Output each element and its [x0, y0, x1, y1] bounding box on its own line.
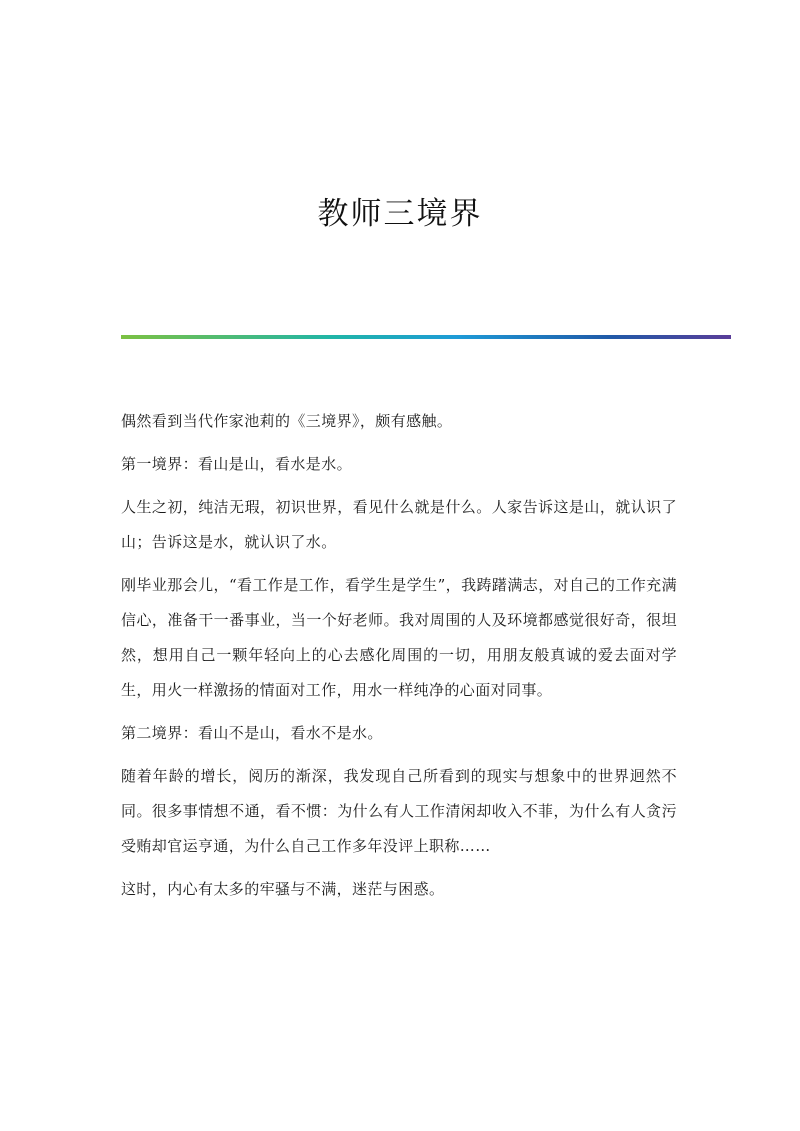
paragraph-second-realm-general: 随着年龄的增长，阅历的渐深，我发现自己所看到的现实与想象中的世界迥然不同。很多事情想不通，看不惯：为什么有人工作清闲却收入不菲，为什么有人贪污受贿却官运亨通，为什么自己工作多年没评上职称……: [121, 767, 677, 855]
body-text: [121, 404, 677, 915]
heading-first-realm: 第一境界：看山是山，看水是水。: [121, 455, 353, 473]
paragraph-second-realm-feeling: 这时，内心有太多的牢骚与不满，迷茫与困惑。: [121, 880, 445, 898]
title-divider: [121, 335, 731, 339]
page-title: 教师三境界: [317, 196, 483, 232]
heading-second-realm: 第二境界：看山不是山，看水不是水。: [121, 724, 383, 742]
paragraph-first-realm-personal: 刚毕业那会儿，“看工作是工作，看学生是学生”，我踌躇满志，对自己的工作充满信心，准备干一番事业，当一个好老师。我对周围的人及环境都感觉很好奇，很坦然，想用自己一颗年轻向上的心去感化周围的一切，用朋友般真诚的爱去面对学生，用火一样激扬的情面对工作，用水一样纯净的心面对同事。: [121, 576, 677, 699]
paragraph-intro: 偶然看到当代作家池莉的《三境界》，颇有感触。: [121, 412, 453, 430]
paragraph-first-realm-general: 人生之初，纯洁无瑕，初识世界，看见什么就是什么。人家告诉这是山，就认识了山；告诉这是水，就认识了水。: [121, 498, 677, 551]
